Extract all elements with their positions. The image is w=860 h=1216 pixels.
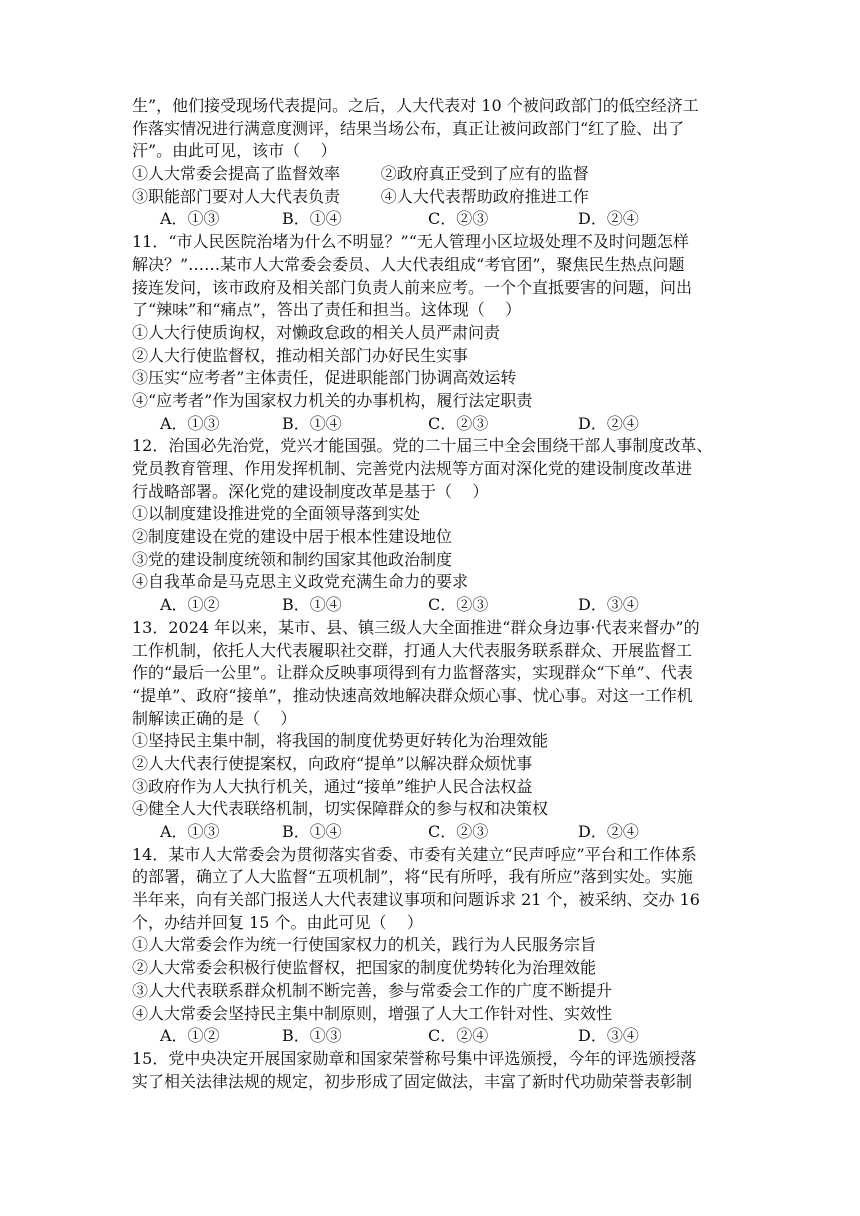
question-11 (132, 231, 732, 435)
exam-content (132, 95, 732, 1093)
option-d: D．②④ (578, 822, 639, 841)
question-15 (132, 1048, 732, 1093)
stem-line: 工作机制，依托人大代表履职社交群，打通人大代表服务联系群众、开展监督工 (132, 640, 693, 660)
stem-line: 作落实情况进行满意度测评，结果当场公布，真正让被问政部门“红了脸、出了 (132, 118, 685, 138)
statement-line: ③政府作为人大执行机关，通过“接单”维护人民合法权益 (132, 776, 533, 796)
statement-line: ④“应考者”作为国家权力机关的办事机构，履行法定职责 (132, 390, 533, 410)
option-a: A．①③ (160, 413, 220, 433)
stem-line: 了“辣味”和“痛点”，答出了责任和担当。这体现（ ） (132, 300, 522, 320)
answer-options (132, 594, 732, 617)
option-c: C．②③ (428, 209, 489, 229)
option-c: C．②③ (428, 822, 489, 841)
statement-line: ④自我革命是马克思主义政党充满生命力的要求 (132, 572, 469, 592)
option-a: A．①③ (160, 209, 220, 229)
statement-line: ③压实“应考者”主体责任，促进职能部门协调高效运转 (132, 368, 517, 388)
answer-options (132, 208, 732, 231)
question-14 (132, 844, 732, 1048)
option-d: D．②④ (578, 413, 639, 433)
statement-line: ①人大常委会作为统一行使国家权力的机关，践行为人民服务宗旨 (132, 935, 597, 955)
statement-line: ③职能部门要对人大代表负责 ④人大代表帮助政府推进工作 (132, 186, 589, 206)
stem-line: 12．治国必先治党，党兴才能国强。党的二十届三中全会围绕干部人事制度改革、 (132, 436, 713, 456)
stem-line: 13．2024 年以来，某市、县、镇三级人大全面推进“群众身边事·代表来督办”的 (132, 617, 700, 637)
option-a: A．①② (160, 1026, 220, 1046)
option-b: B．①④ (282, 822, 342, 841)
stem-line: “提单”、政府“接单”，推动快速高效地解决群众烦心事、忧心事。对这一工作机 (132, 685, 693, 705)
question-10-continuation (132, 95, 732, 231)
answer-options (132, 821, 732, 844)
statement-line: ③人大代表联系群众机制不断完善，参与常委会工作的广度不断提升 (132, 980, 613, 1000)
option-b: B．①④ (282, 595, 342, 615)
stem-line: 实了相关法律法规的规定，初步形成了固定做法，丰富了新时代功勋荣誉表彰制 (132, 1071, 693, 1091)
stem-line: 接连发问，该市政府及相关部门负责人前来应考。一个个直抵要害的问题，问出 (132, 277, 693, 297)
question-13 (132, 617, 732, 844)
option-c: C．②③ (428, 595, 489, 615)
statement-line: ②人大行使监督权，推动相关部门办好民生实事 (132, 345, 469, 365)
option-b: B．①③ (282, 1026, 342, 1046)
stem-line: 汗”。由此可见，该市（ ） (132, 141, 337, 161)
stem-line: 生”，他们接受现场代表提问。之后，人大代表对 10 个被问政部门的低空经济工 (132, 96, 699, 115)
question-12 (132, 435, 732, 617)
statement-line: ④人大常委会坚持民主集中制原则，增强了人大工作针对性、实效性 (132, 1003, 613, 1023)
answer-options (132, 413, 732, 436)
statement-line: ④健全人大代表联络机制，切实保障群众的参与权和决策权 (132, 799, 549, 819)
stem-line: 15．党中央决定开展国家勋章和国家荣誉称号集中评选颁授，今年的评选颁授落 (132, 1048, 697, 1068)
statement-line: ①人大常委会提高了监督效率 ②政府真正受到了应有的监督 (132, 164, 589, 184)
stem-line: 解决？”……某市人大常委会委员、人大代表组成“考官团”，聚焦民生热点问题 (132, 254, 685, 274)
option-d: D．②④ (578, 209, 639, 229)
option-d: D．③④ (578, 1026, 639, 1046)
statement-line: ②人大常委会积极行使监督权，把国家的制度优势转化为治理效能 (132, 958, 597, 978)
answer-options (132, 1025, 732, 1048)
statement-line: ①坚持民主集中制，将我国的制度优势更好转化为治理效能 (132, 731, 549, 751)
stem-line: 行战略部署。深化党的建设制度改革是基于（ ） (132, 481, 489, 501)
stem-line: 个，办结并回复 15 个。由此可见（ ） (132, 912, 423, 932)
stem-line: 半年来，向有关部门报送人大代表建议事项和问题诉求 21 个，被采纳、交办 16 (132, 890, 700, 910)
statement-line: ②制度建设在党的建设中居于根本性建设地位 (132, 527, 453, 547)
stem-line: 作的“最后一公里”。让群众反映事项得到有力监督落实，实现群众“下单”、代表 (132, 663, 693, 683)
option-c: C．②④ (428, 1026, 489, 1046)
statement-line: ②人大代表行使提案权，向政府“提单”以解决群众烦忧事 (132, 753, 533, 773)
option-d: D．③④ (578, 595, 639, 615)
stem-line: 的部署，确立了人大监督“五项机制”，将“民有所呼，我有所应”落到实处。实施 (132, 867, 693, 887)
stem-line: 14．某市人大常委会为贯彻落实省委、市委有关建立“民声呼应”平台和工作体系 (132, 844, 697, 864)
option-b: B．①④ (282, 413, 342, 433)
statement-line: ①以制度建设推进党的全面领导落到实处 (132, 504, 421, 524)
option-a: A．①② (160, 595, 220, 615)
stem-line: 11．“市人民医院治堵为什么不明显？”“无人管理小区垃圾处理不及时问题怎样 (132, 232, 689, 252)
statement-line: ③党的建设制度统领和制约国家其他政治制度 (132, 549, 453, 569)
statement-line: ①人大行使质询权，对懒政怠政的相关人员严肃问责 (132, 322, 501, 342)
option-b: B．①④ (282, 209, 342, 229)
option-c: C．②③ (428, 413, 489, 433)
stem-line: 制解读正确的是（ ） (132, 708, 297, 728)
stem-line: 党员教育管理、作用发挥机制、完善党内法规等方面对深化党的建设制度改革进 (132, 459, 693, 478)
option-a: A．①③ (160, 822, 220, 841)
